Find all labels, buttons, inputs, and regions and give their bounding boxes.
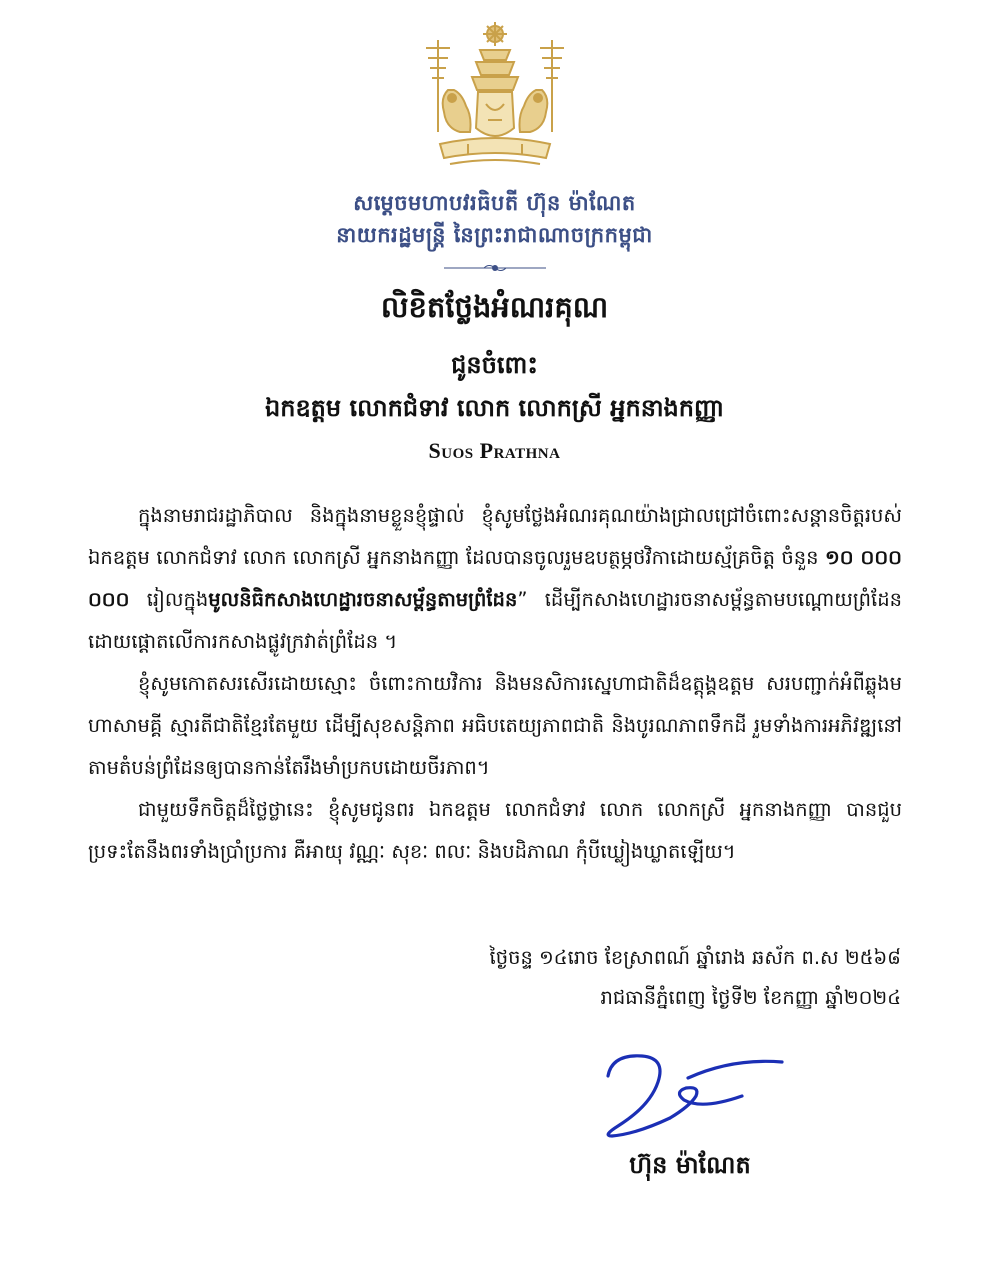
date-lunar: ថ្ងៃចន្ទ ១៤រោច ខែស្រាពណ៍ ឆ្នាំរោង ឆស័ក ព.ស ២៥៦៨ <box>489 946 901 969</box>
recipient-honorifics: ឯកឧត្តម លោកជំទាវ លោក លោកស្រី អ្នកនាងកញ្ញា <box>264 394 725 422</box>
addressee-label: ជូនចំពោះ <box>451 351 538 379</box>
handwritten-signature-icon <box>592 1048 792 1143</box>
paragraph-thanks-text: ក្នុងនាមរាជរដ្ឋាភិបាល និងក្នុងនាមខ្លួនខ្ញុំផ្ទាល់ ខ្ញុំសូមថ្លែងអំណរគុណយ៉ាងជ្រាលជ្រៅចំពោះសន្តានចិត្តរបស់ឯកឧត្តម លោកជំទាវ លោក លោកស្រី អ្នកនាងកញ្ញា ដែលបានចូលរួមឧបត្ថម្ភថវិកាដោយស្ម័គ្រចិត្ត ចំនួន <box>88 504 902 569</box>
letter-body <box>88 495 902 873</box>
royal-coat-of-arms-icon <box>410 20 580 180</box>
recipient-name: Suos Prathna <box>428 438 561 463</box>
document-title: លិខិតថ្លែងអំណរគុណ <box>380 290 609 324</box>
paragraph-praise: ខ្ញុំសូមកោតសរសើរដោយស្មោះ ចំពោះកាយវិការ និងមនសិការស្នេហាជាតិដ៏ឧត្តុង្គឧត្តម សរបញ្ជាក់អំពីឆ្លុងមហាសាមគ្គី ស្មារតីជាតិខ្មែរតែមួយ ដើម្បីសុខសន្តិភាព អធិបតេយ្យភាពជាតិ និងបូរណភាពទឹកដី រួមទាំងការអភិវឌ្ឍនៅតាមតំបន់ព្រំដែនឲ្យបានកាន់តែរឹងមាំប្រកបដោយចីរភាព។ <box>88 672 902 779</box>
donation-amount: ១០ ០០០ ០០០ <box>88 546 902 611</box>
signer-name: ហ៊ុន ម៉ាណែត <box>629 1151 751 1179</box>
paragraph-thanks-end: ” ដើម្បីកសាងហេដ្ឋារចនាសម្ព័ន្ធតាមបណ្តោយព្រំដែន ដោយផ្តោតលើការកសាងផ្លូវក្រវាត់ព្រំដែន ។ <box>88 588 902 653</box>
fund-name: មូលនិធិកសាងហេដ្ឋារចនាសម្ព័ន្ធតាមព្រំដែន <box>208 588 518 611</box>
currency-text: រៀលក្នុង <box>129 588 209 611</box>
ornament-divider-icon <box>444 262 546 274</box>
office-title: សម្តេចមហាបវរធិបតី ហ៊ុន ម៉ាណែត <box>353 191 636 215</box>
date-solar: រាជធានីភ្នំពេញ ថ្ងៃទី២ ខែកញ្ញា ឆ្នាំ២០២៤ <box>600 986 901 1009</box>
paragraph-blessing: ជាមួយទឹកចិត្តដ៏ថ្លៃថ្លានេះ ខ្ញុំសូមជូនពរ ឯកឧត្តម លោកជំទាវ លោក លោកស្រី អ្នកនាងកញ្ញា បានជួបប្រទះតែនឹងពរទាំងប្រាំប្រការ គឺអាយុ វណ្ណៈ សុខៈ ពលៈ និងបដិភាណ កុំបីឃ្លៀងឃ្លាតឡើយ។ <box>88 798 902 863</box>
office-subtitle: នាយករដ្ឋមន្ត្រី នៃព្រះរាជាណាចក្រកម្ពុជា <box>336 223 653 247</box>
paragraph-thanks <box>88 495 902 663</box>
